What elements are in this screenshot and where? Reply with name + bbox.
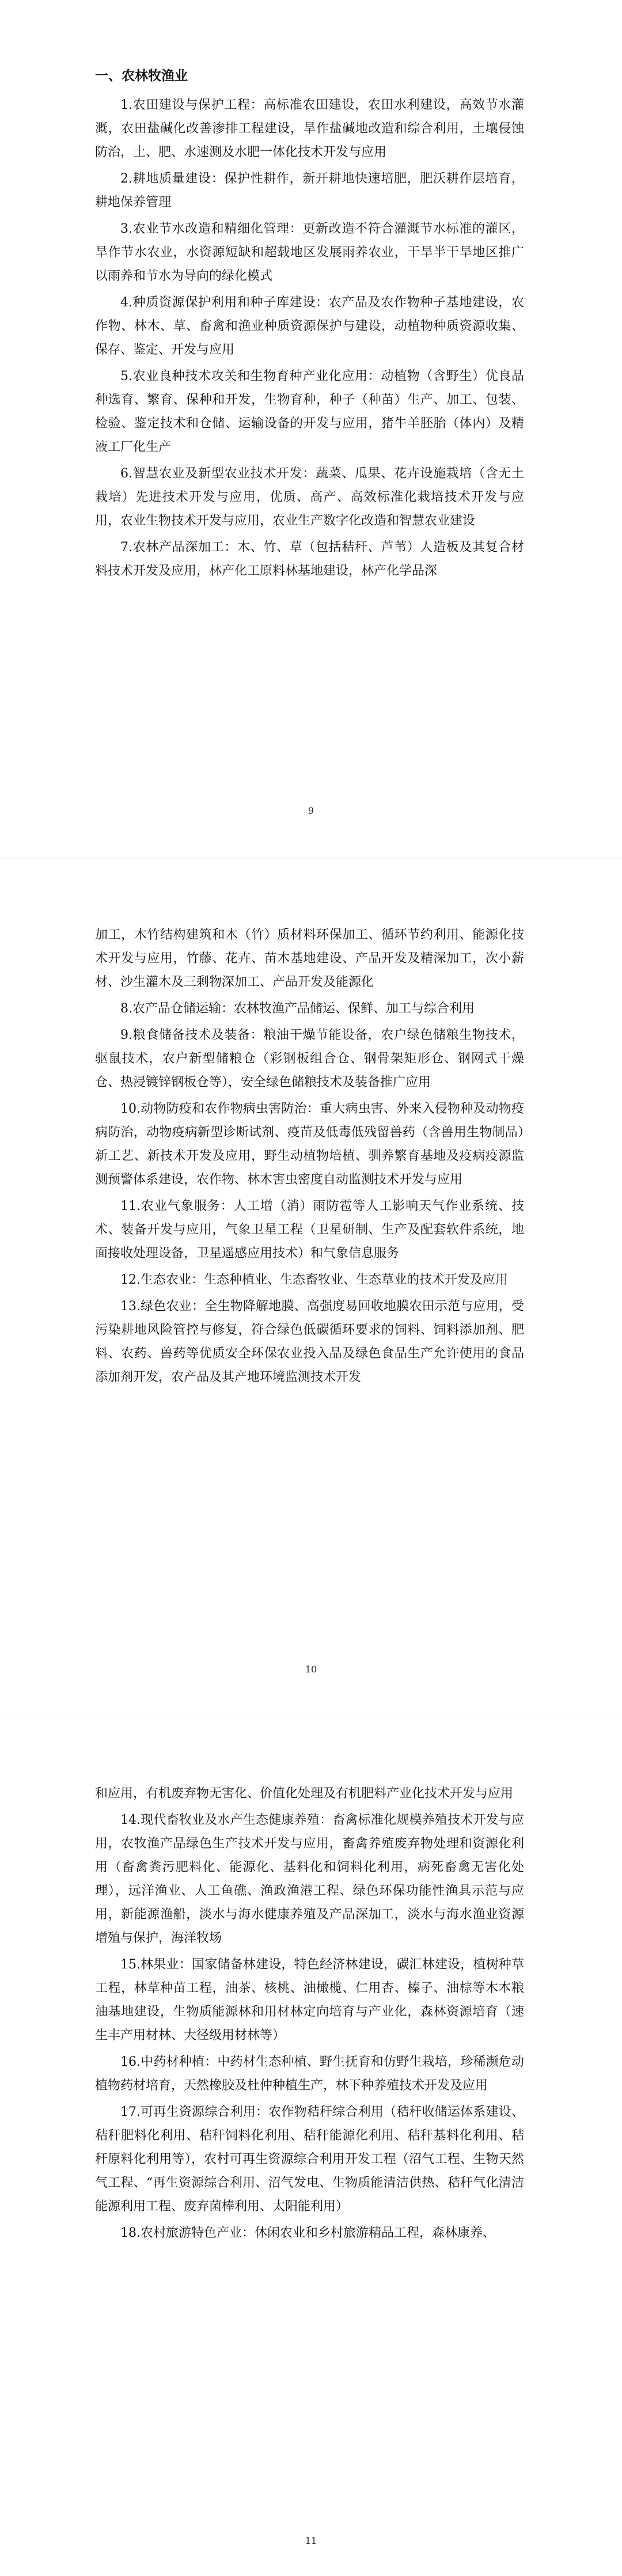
paragraph-13-continued: 和应用，有机废弃物无害化、价值化处理及有机肥料产业化技术开发与应用 xyxy=(95,1786,514,1801)
page-number: 11 xyxy=(305,2535,317,2546)
paragraph-11: 11.农业气象服务：人工增（消）雨防雹等人工影响天气作业系统、技术、装备开发与应用，气象卫星工程（卫星研制、生产及配套软件系统，地面接收处理设备，卫星遥感应用技术）和气象信息服务 xyxy=(95,1199,524,1261)
document-page-11 xyxy=(0,1717,622,2576)
paragraph-16: 16.中药材种植：中药材生态种植、野生抚育和仿野生栽培，珍稀濒危动植物药材培育，天然橡胶及杜仲种植生产，林下种养殖技术开发及应用 xyxy=(95,2055,524,2093)
paragraph-6: 6.智慧农业及新型农业技术开发：蔬菜、瓜果、花卉设施栽培（含无土栽培）先进技术开发与应用，优质、高产、高效标准化栽培技术开发与应用，农业生物技术开发与应用，农业生产数字化改造和智慧农业建设 xyxy=(95,466,524,528)
paragraph-12: 12.生态农业：生态种植业、生态畜牧业、生态草业的技术开发及应用 xyxy=(120,1273,508,1287)
paragraph-1: 1.农田建设与保护工程：高标准农田建设，农田水利建设，高效节水灌溉，农田盐碱化改善渗排工程建设，旱作盐碱地改造和综合利用，土壤侵蚀防治，土、肥、水速测及水肥一体化技术开发与应用 xyxy=(95,98,524,160)
paragraph-17: 17.可再生资源综合利用：农作物秸秆综合利用（秸秆收储运体系建设、秸秆肥料化利用、秸秆饲料化利用、秸秆能源化利用、秸秆基料化利用、秸秆原料化利用等），农村可再生资源综合利用开发工程（沼气工程、生物天然气工程、“再生资源综合利用、沼气发电、生物质能清洁供热、秸秆气化清洁能源利用工程、废弃菌棒利用、太阳能利用） xyxy=(95,2105,524,2214)
paragraph-2: 2.耕地质量建设：保护性耕作，新开耕地快速培肥，肥沃耕作层培育，耕地保养管理 xyxy=(95,172,524,210)
paragraph-3: 3.农业节水改造和精细化管理：更新改造不符合灌溉节水标准的灌区，旱作节水农业，水资源短缺和超载地区发展雨养农业，干旱半干旱地区推广以雨养和节水为导向的绿化模式 xyxy=(95,222,524,283)
page-number: 9 xyxy=(308,805,314,816)
paragraph-14: 14.现代畜牧业及水产生态健康养殖：畜禽标准化规模养殖技术开发与应用，农牧渔产品绿色生产技术开发与应用，畜禽养殖废弃物处理和资源化利用（畜禽粪污肥料化、能源化、基料化和饲料化利用，病死畜禽无害化处理），远洋渔业、人工鱼礁、渔政渔港工程、绿色环保功能性渔具示范与应用，新能源渔船，淡水与海水健康养殖及产品深加工，淡水与海水渔业资源增殖与保护，海洋牧场 xyxy=(95,1813,524,1945)
paragraph-18: 18.农村旅游特色产业：休闲农业和乡村旅游精品工程，森林康养、 xyxy=(120,2226,495,2240)
paragraph-4: 4.种质资源保护利用和种子库建设：农产品及农作物种子基地建设，农作物、林木、草、畜禽和渔业种质资源保护与建设，动植物种质资源收集、保存、鉴定、开发与应用 xyxy=(95,295,524,357)
paragraph-7: 7.农林产品深加工：木、竹、草（包括秸秆、芦苇）人造板及其复合材料技术开发及应用，林产化工原料林基地建设，林产化学品深 xyxy=(95,540,524,578)
section-heading: 一、农林牧渔业 xyxy=(95,69,188,84)
paragraph-9: 9.粮食储备技术及装备：粮油干燥节能设备，农户绿色储粮生物技术，驱鼠技术，农户新型储粮仓（彩钢板组合仓、钢骨架矩形仓、钢网式干燥仓、热浸镀锌钢板仓等），安全绿色储粮技术及装备推广应用 xyxy=(95,1028,524,1090)
paragraph-8: 8.农产品仓储运输：农林牧渔产品储运、保鲜、加工与综合利用 xyxy=(120,1001,475,1016)
paragraph-10: 10.动物防疫和农作物病虫害防治：重大病虫害、外来入侵物种及动物疫病防治，动物疫病新型诊断试剂、疫苗及低毒低残留兽药（含兽用生物制品）新工艺、新技术开发及应用，野生动植物培植、驯养繁育基地及疫病疫源监测预警体系建设，农作物、林木害虫密度自动监测技术开发与应用 xyxy=(95,1102,524,1187)
page-body xyxy=(95,1782,524,2248)
document-page-9 xyxy=(0,0,622,858)
paragraph-5: 5.农业良种技术攻关和生物育种产业化应用：动植物（含野生）优良品种选育、繁育、保种和开发，生物育种，种子（种苗）生产、加工、包装、检验、鉴定技术和仓储、运输设备的开发与应用，猪牛羊胚胎（体内）及精液工厂化生产 xyxy=(95,369,524,454)
page-body xyxy=(95,923,524,1392)
document-page-10 xyxy=(0,859,622,1717)
paragraph-15: 15.林果业：国家储备林建设，特色经济林建设，碳汇林建设，植树种草工程，林草种苗工程，油茶、核桃、油橄榄、仁用杏、榛子、油棕等木本粮油基地建设，生物质能源林和用材林定向培育与产业化，森林资源培育（速生丰产用材林、大径级用材林等） xyxy=(95,1957,524,2043)
page-body xyxy=(95,65,524,586)
paragraph-7-continued: 加工，木竹结构建筑和木（竹）质材料环保加工、循环节约利用、能源化技术开发与应用，竹藤、花卉、苗木基地建设、产品开发及精深加工，次小薪材、沙生灌木及三剩物深加工、产品开发及能源化 xyxy=(95,928,524,989)
paragraph-13: 13.绿色农业：全生物降解地膜、高强度易回收地膜农田示范与应用，受污染耕地风险管控与修复，符合绿色低碳循环要求的饲料、饲料添加剂、肥料、农药、兽药等优质安全环保农业投入品及绿色食品生产允许使用的食品添加剂开发，农产品及其产地环境监测技术开发 xyxy=(95,1299,524,1384)
page-number: 10 xyxy=(305,1664,317,1675)
